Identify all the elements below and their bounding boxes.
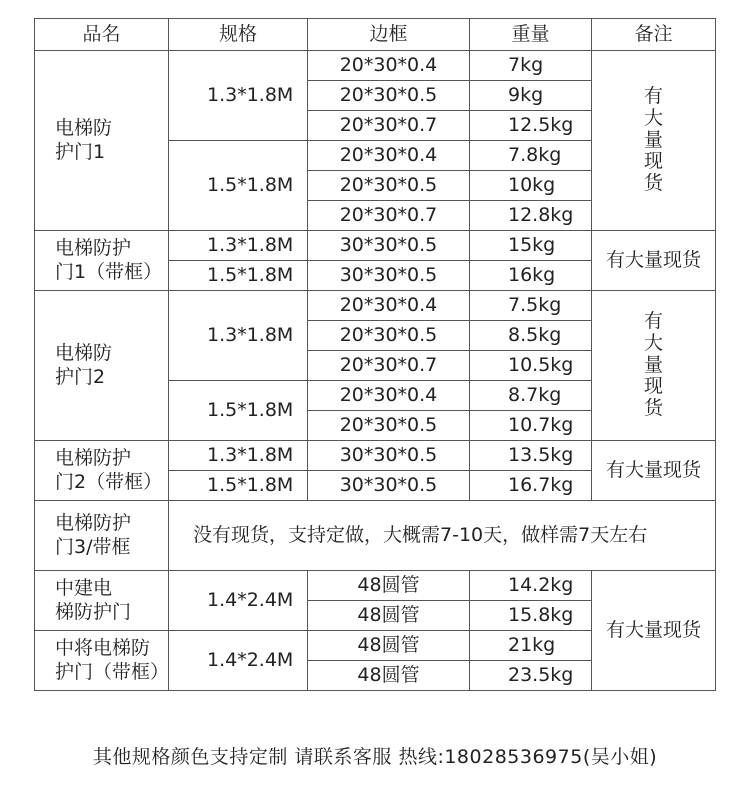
product-name-line: 中将电梯防 (55, 636, 151, 659)
product-name-cell (35, 501, 169, 571)
product-name-cell (35, 441, 169, 501)
stock-note-text: 有大量现货 (643, 309, 663, 420)
size-cell: 1.3*1.8M (169, 441, 308, 471)
frame-cell: 20*30*0.5 (308, 411, 470, 441)
stock-note-text: 有大量现货 (643, 84, 663, 195)
stock-note-cell (592, 231, 716, 291)
header-cell: 重量 (470, 19, 592, 51)
product-name-line: 电梯防 (55, 116, 113, 139)
product-name-cell (35, 571, 169, 631)
weight-cell: 21kg (470, 631, 592, 661)
stock-note-cell (592, 571, 716, 691)
header-cell: 边框 (308, 19, 470, 51)
size-cell: 1.4*2.4M (169, 571, 308, 631)
product-name-line: 门3/带框 (55, 535, 131, 558)
size-cell: 1.5*1.8M (169, 471, 308, 501)
size-cell: 1.5*1.8M (169, 141, 308, 231)
custom-note-cell: 没有现货，支持定做，大概需7-10天，做样需7天左右 (169, 501, 716, 571)
header-cell: 品名 (35, 19, 169, 51)
header-row (35, 19, 716, 51)
stock-note-cell (592, 291, 716, 441)
weight-cell: 10.7kg (470, 411, 592, 441)
weight-cell: 15.8kg (470, 601, 592, 631)
frame-cell: 20*30*0.4 (308, 51, 470, 81)
weight-cell: 12.5kg (470, 111, 592, 141)
table-row (35, 291, 716, 321)
product-name-line: 电梯防 (55, 341, 113, 364)
weight-cell: 23.5kg (470, 661, 592, 691)
size-cell: 1.4*2.4M (169, 631, 308, 691)
header-cell: 规格 (169, 19, 308, 51)
product-name-line: 电梯防护 (55, 511, 132, 534)
frame-cell: 30*30*0.5 (308, 471, 470, 501)
frame-cell: 20*30*0.4 (308, 291, 470, 321)
stock-note-cell (592, 441, 716, 501)
frame-cell: 30*30*0.5 (308, 441, 470, 471)
weight-cell: 14.2kg (470, 571, 592, 601)
frame-cell: 48圆管 (308, 571, 470, 601)
weight-cell: 15kg (470, 231, 592, 261)
frame-cell: 20*30*0.4 (308, 381, 470, 411)
frame-cell: 20*30*0.5 (308, 81, 470, 111)
footer-contact: 其他规格颜色支持定制 请联系客服 热线:18028536975(吴小姐) (92, 746, 658, 768)
weight-cell: 10kg (470, 171, 592, 201)
stock-note-cell (592, 51, 716, 231)
product-name-cell (35, 51, 169, 231)
product-name-line: 护门1 (55, 140, 106, 163)
product-name-line: 护门（带框） (55, 660, 170, 683)
product-name-line: 中建电 (55, 576, 113, 599)
product-name-line: 电梯防护 (55, 236, 132, 259)
weight-cell: 7.8kg (470, 141, 592, 171)
weight-cell: 8.5kg (470, 321, 592, 351)
weight-cell: 13.5kg (470, 441, 592, 471)
frame-cell: 48圆管 (308, 631, 470, 661)
weight-cell: 8.7kg (470, 381, 592, 411)
size-cell: 1.3*1.8M (169, 51, 308, 141)
frame-cell: 20*30*0.7 (308, 201, 470, 231)
table-row (35, 51, 716, 81)
product-name-cell (35, 291, 169, 441)
header-cell: 备注 (592, 19, 716, 51)
product-name-line: 门1（带框） (55, 260, 163, 283)
spec-table (34, 18, 716, 691)
stock-note-text: 有大量现货 (605, 458, 701, 481)
size-cell: 1.3*1.8M (169, 231, 308, 261)
frame-cell: 20*30*0.5 (308, 171, 470, 201)
product-name-line: 电梯防护 (55, 446, 132, 469)
table-row (35, 231, 716, 261)
product-name-cell (35, 231, 169, 291)
frame-cell: 30*30*0.5 (308, 261, 470, 291)
stock-note-text: 有大量现货 (605, 248, 701, 271)
frame-cell: 20*30*0.7 (308, 351, 470, 381)
weight-cell: 7kg (470, 51, 592, 81)
weight-cell: 16kg (470, 261, 592, 291)
weight-cell: 16.7kg (470, 471, 592, 501)
table-row (35, 571, 716, 601)
table-row (35, 441, 716, 471)
frame-cell: 30*30*0.5 (308, 231, 470, 261)
weight-cell: 9kg (470, 81, 592, 111)
size-cell: 1.5*1.8M (169, 381, 308, 441)
product-name-cell (35, 631, 169, 691)
product-name-line: 梯防护门 (55, 600, 132, 623)
frame-cell: 48圆管 (308, 601, 470, 631)
size-cell: 1.5*1.8M (169, 261, 308, 291)
frame-cell: 20*30*0.4 (308, 141, 470, 171)
weight-cell: 7.5kg (470, 291, 592, 321)
frame-cell: 20*30*0.7 (308, 111, 470, 141)
product-name-line: 门2（带框） (55, 470, 163, 493)
frame-cell: 20*30*0.5 (308, 321, 470, 351)
product-name-line: 护门2 (55, 365, 106, 388)
weight-cell: 10.5kg (470, 351, 592, 381)
frame-cell: 48圆管 (308, 661, 470, 691)
stock-note-text: 有大量现货 (605, 618, 701, 641)
table-body (35, 51, 716, 691)
weight-cell: 12.8kg (470, 201, 592, 231)
size-cell: 1.3*1.8M (169, 291, 308, 381)
table-row (35, 501, 716, 571)
